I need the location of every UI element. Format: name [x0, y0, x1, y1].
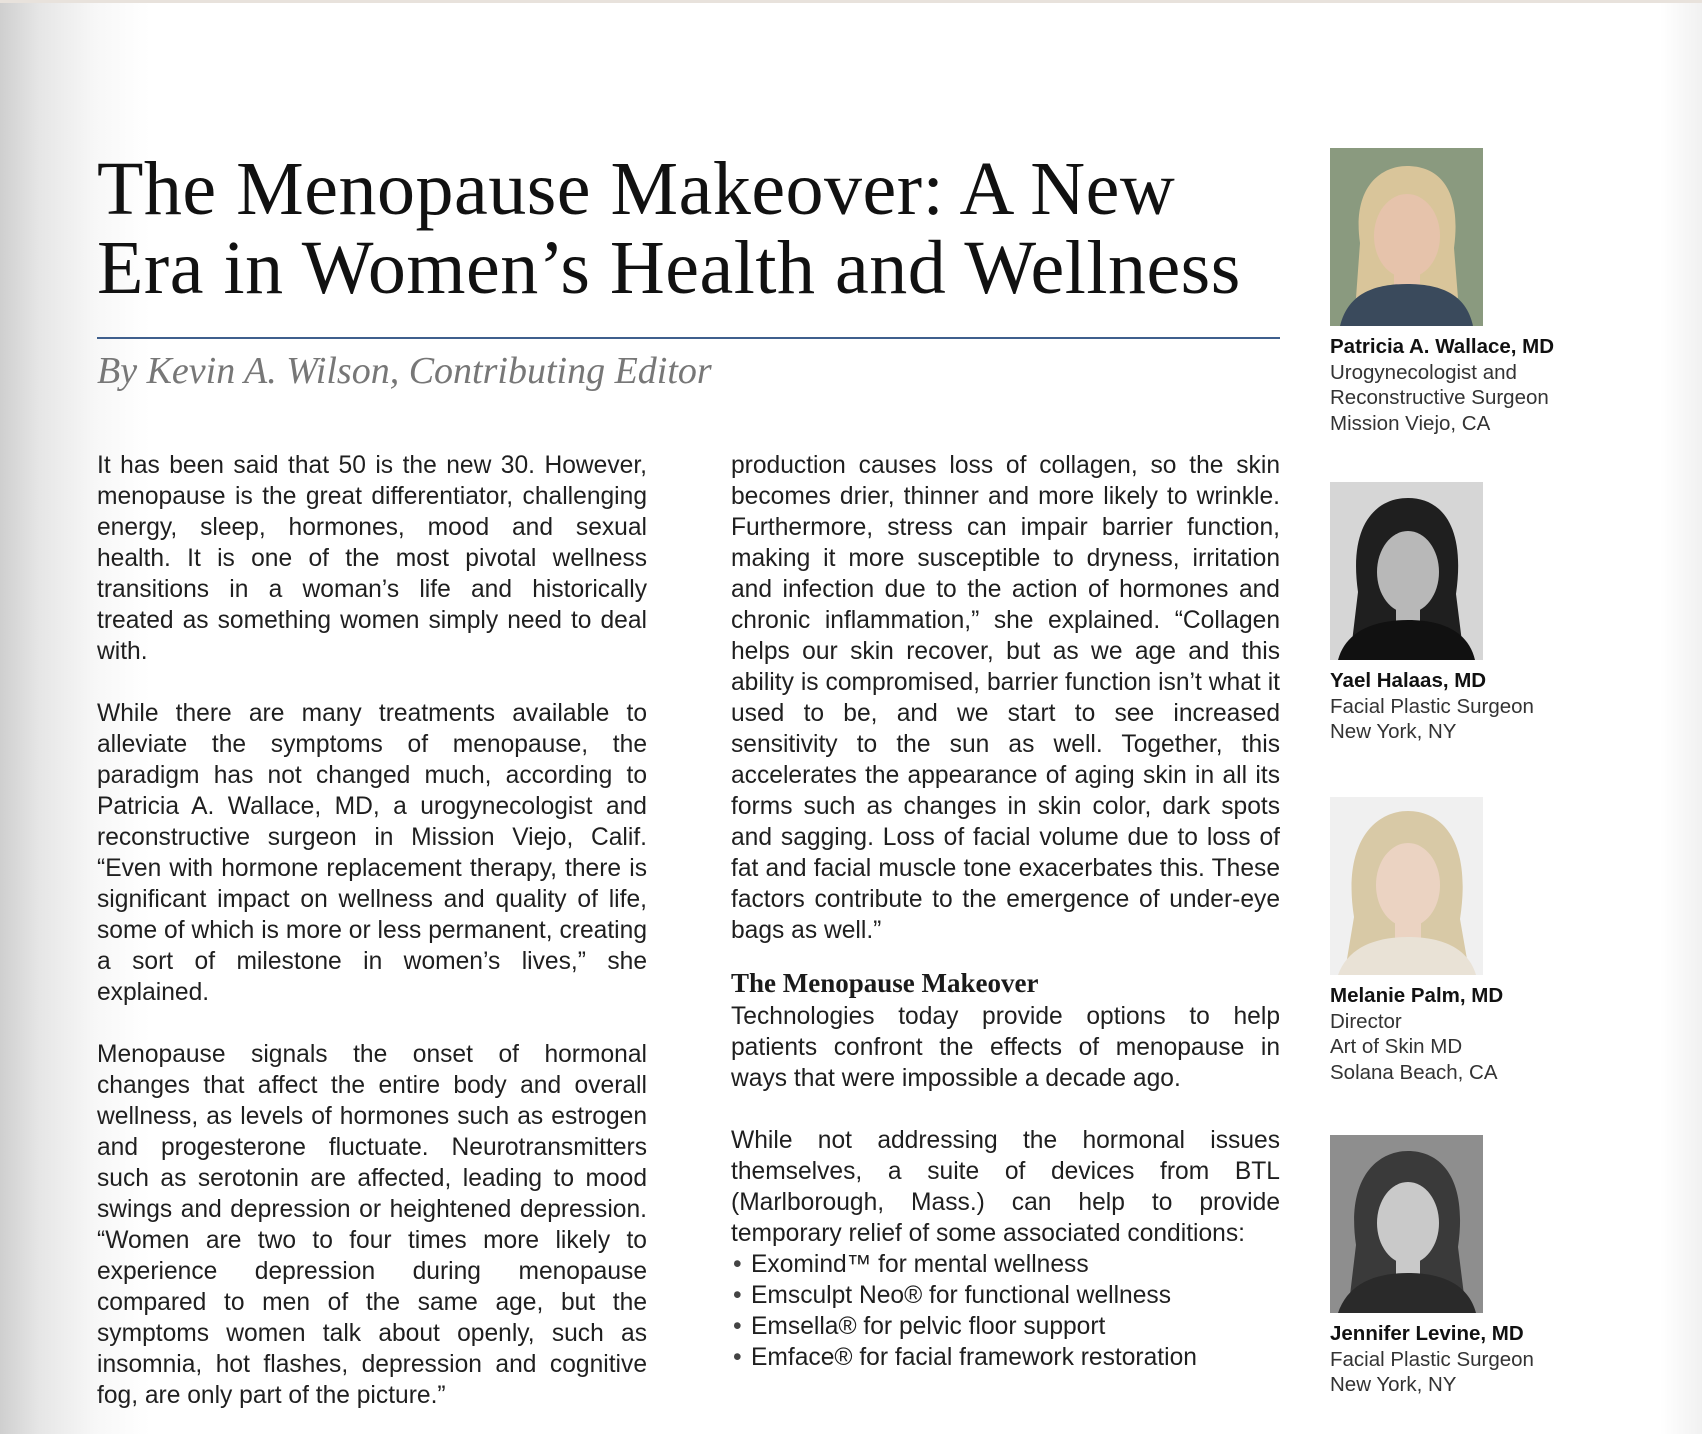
profile-location: Solana Beach, CA	[1330, 1060, 1498, 1084]
left-paragraph-1: It has been said that 50 is the new 30. However, menopause is the great differentiator, challenging energy, sleep, hormones, mood and sexual health. It is one of the most pivotal wellness transitions in a woman’s life and historically treated as something women simply need to deal with.	[97, 452, 647, 665]
list-item: • Emface® for facial framework restoration	[731, 1342, 1280, 1373]
profile-palm	[1330, 797, 1690, 1085]
profile-title-2: Reconstructive Surgeon	[1330, 386, 1549, 409]
list-item: • Exomind™ for mental wellness	[731, 1249, 1280, 1280]
profile-halaas	[1330, 482, 1690, 745]
left-paragraph-3: Menopause signals the onset of hormonal changes that affect the entire body and overall wellness, as levels of hormones such as estrogen and progesterone fluctuate. Neurotransmitters such as serotonin are affected, leading to mood swings and depression or heightened depression. “Women are two to four times more likely to experience depression during menopause compared to men of the same age, but the symptoms women talk about openly, such as insomnia, hot flashes, depression and cognitive fog, are only part of the picture.”	[97, 1041, 647, 1409]
left-paragraph-2: While there are many treatments available to alleviate the symptoms of menopause, the paradigm has not changed much, according to Patricia A. Wallace, MD, a urogynecologist and reconstructive surgeon in Mission Viejo, Calif. “Even with hormone replacement therapy, there is significant impact on wellness and quality of life, some of which is more or less permanent, creating a sort of milestone in women’s lives,” she explained.	[97, 700, 647, 1006]
title-line-2: Era in Women’s Health and Wellness	[97, 226, 1241, 310]
title-line-1: The Menopause Makeover: A New	[97, 147, 1176, 231]
right-paragraph-3: While not addressing the hormonal issues themselves, a suite of devices from BTL (Marlborough, Mass.) can help to provide temporary relief of some associated conditions:	[731, 1127, 1280, 1247]
left-column	[97, 450, 647, 1434]
device-list	[731, 1249, 1280, 1373]
profile-name: Yael Halaas, MD	[1330, 669, 1487, 692]
profile-title: Director	[1330, 1009, 1402, 1033]
profile-title: Facial Plastic Surgeon	[1330, 694, 1534, 718]
page-top-edge	[0, 0, 1702, 3]
profile-organization: Art of Skin MD	[1330, 1035, 1463, 1058]
list-item: • Emsculpt Neo® for functional wellness	[731, 1280, 1280, 1311]
portrait-illustration	[1330, 797, 1483, 975]
portrait-illustration	[1330, 148, 1483, 326]
portrait-photo	[1330, 482, 1483, 660]
list-item: • Emsella® for pelvic floor support	[731, 1311, 1280, 1342]
profile-wallace	[1330, 148, 1690, 436]
right-paragraph-2: Technologies today provide options to help patients confront the effects of menopause in ways that were impossible a decade ago.	[731, 1003, 1280, 1092]
profile-name: Melanie Palm, MD	[1330, 984, 1504, 1007]
title-divider	[97, 337, 1280, 339]
portrait-photo	[1330, 148, 1483, 326]
portrait-illustration	[1330, 482, 1483, 660]
profile-name: Jennifer Levine, MD	[1330, 1322, 1524, 1345]
profile-title: Urogynecologist and	[1330, 360, 1517, 384]
right-paragraph-1: production causes loss of collagen, so the skin becomes drier, thinner and more likely to wrinkle. Furthermore, stress can impair barrier function, making it more susceptible to dryness, irritation and infection due to the action of hormones and chronic inflammation,” she explained. “Collagen helps our skin recover, but as we age and this ability is compromised, barrier function isn’t what it used to be, and we start to see increased sensitivity to the sun as well. Together, this accelerates the appearance of aging skin in all its forms such as changes in skin color, dark spots and sagging. Loss of facial volume due to loss of fat and facial muscle tone exacerbates this. These factors contribute to the emergence of under-eye bags as well.”	[731, 452, 1280, 944]
byline: By Kevin A. Wilson, Contributing Editor	[97, 350, 712, 392]
section-subhead: The Menopause Makeover	[731, 968, 1039, 998]
right-column	[731, 450, 1280, 1373]
profile-title: Facial Plastic Surgeon	[1330, 1347, 1534, 1371]
portrait-photo	[1330, 797, 1483, 975]
profile-levine	[1330, 1135, 1690, 1398]
profile-name: Patricia A. Wallace, MD	[1330, 335, 1555, 358]
profile-location: New York, NY	[1330, 1373, 1457, 1396]
article-title	[97, 147, 1297, 310]
portrait-illustration	[1330, 1135, 1483, 1313]
portrait-photo	[1330, 1135, 1483, 1313]
profile-location: Mission Viejo, CA	[1330, 411, 1491, 435]
profile-location: New York, NY	[1330, 720, 1457, 743]
